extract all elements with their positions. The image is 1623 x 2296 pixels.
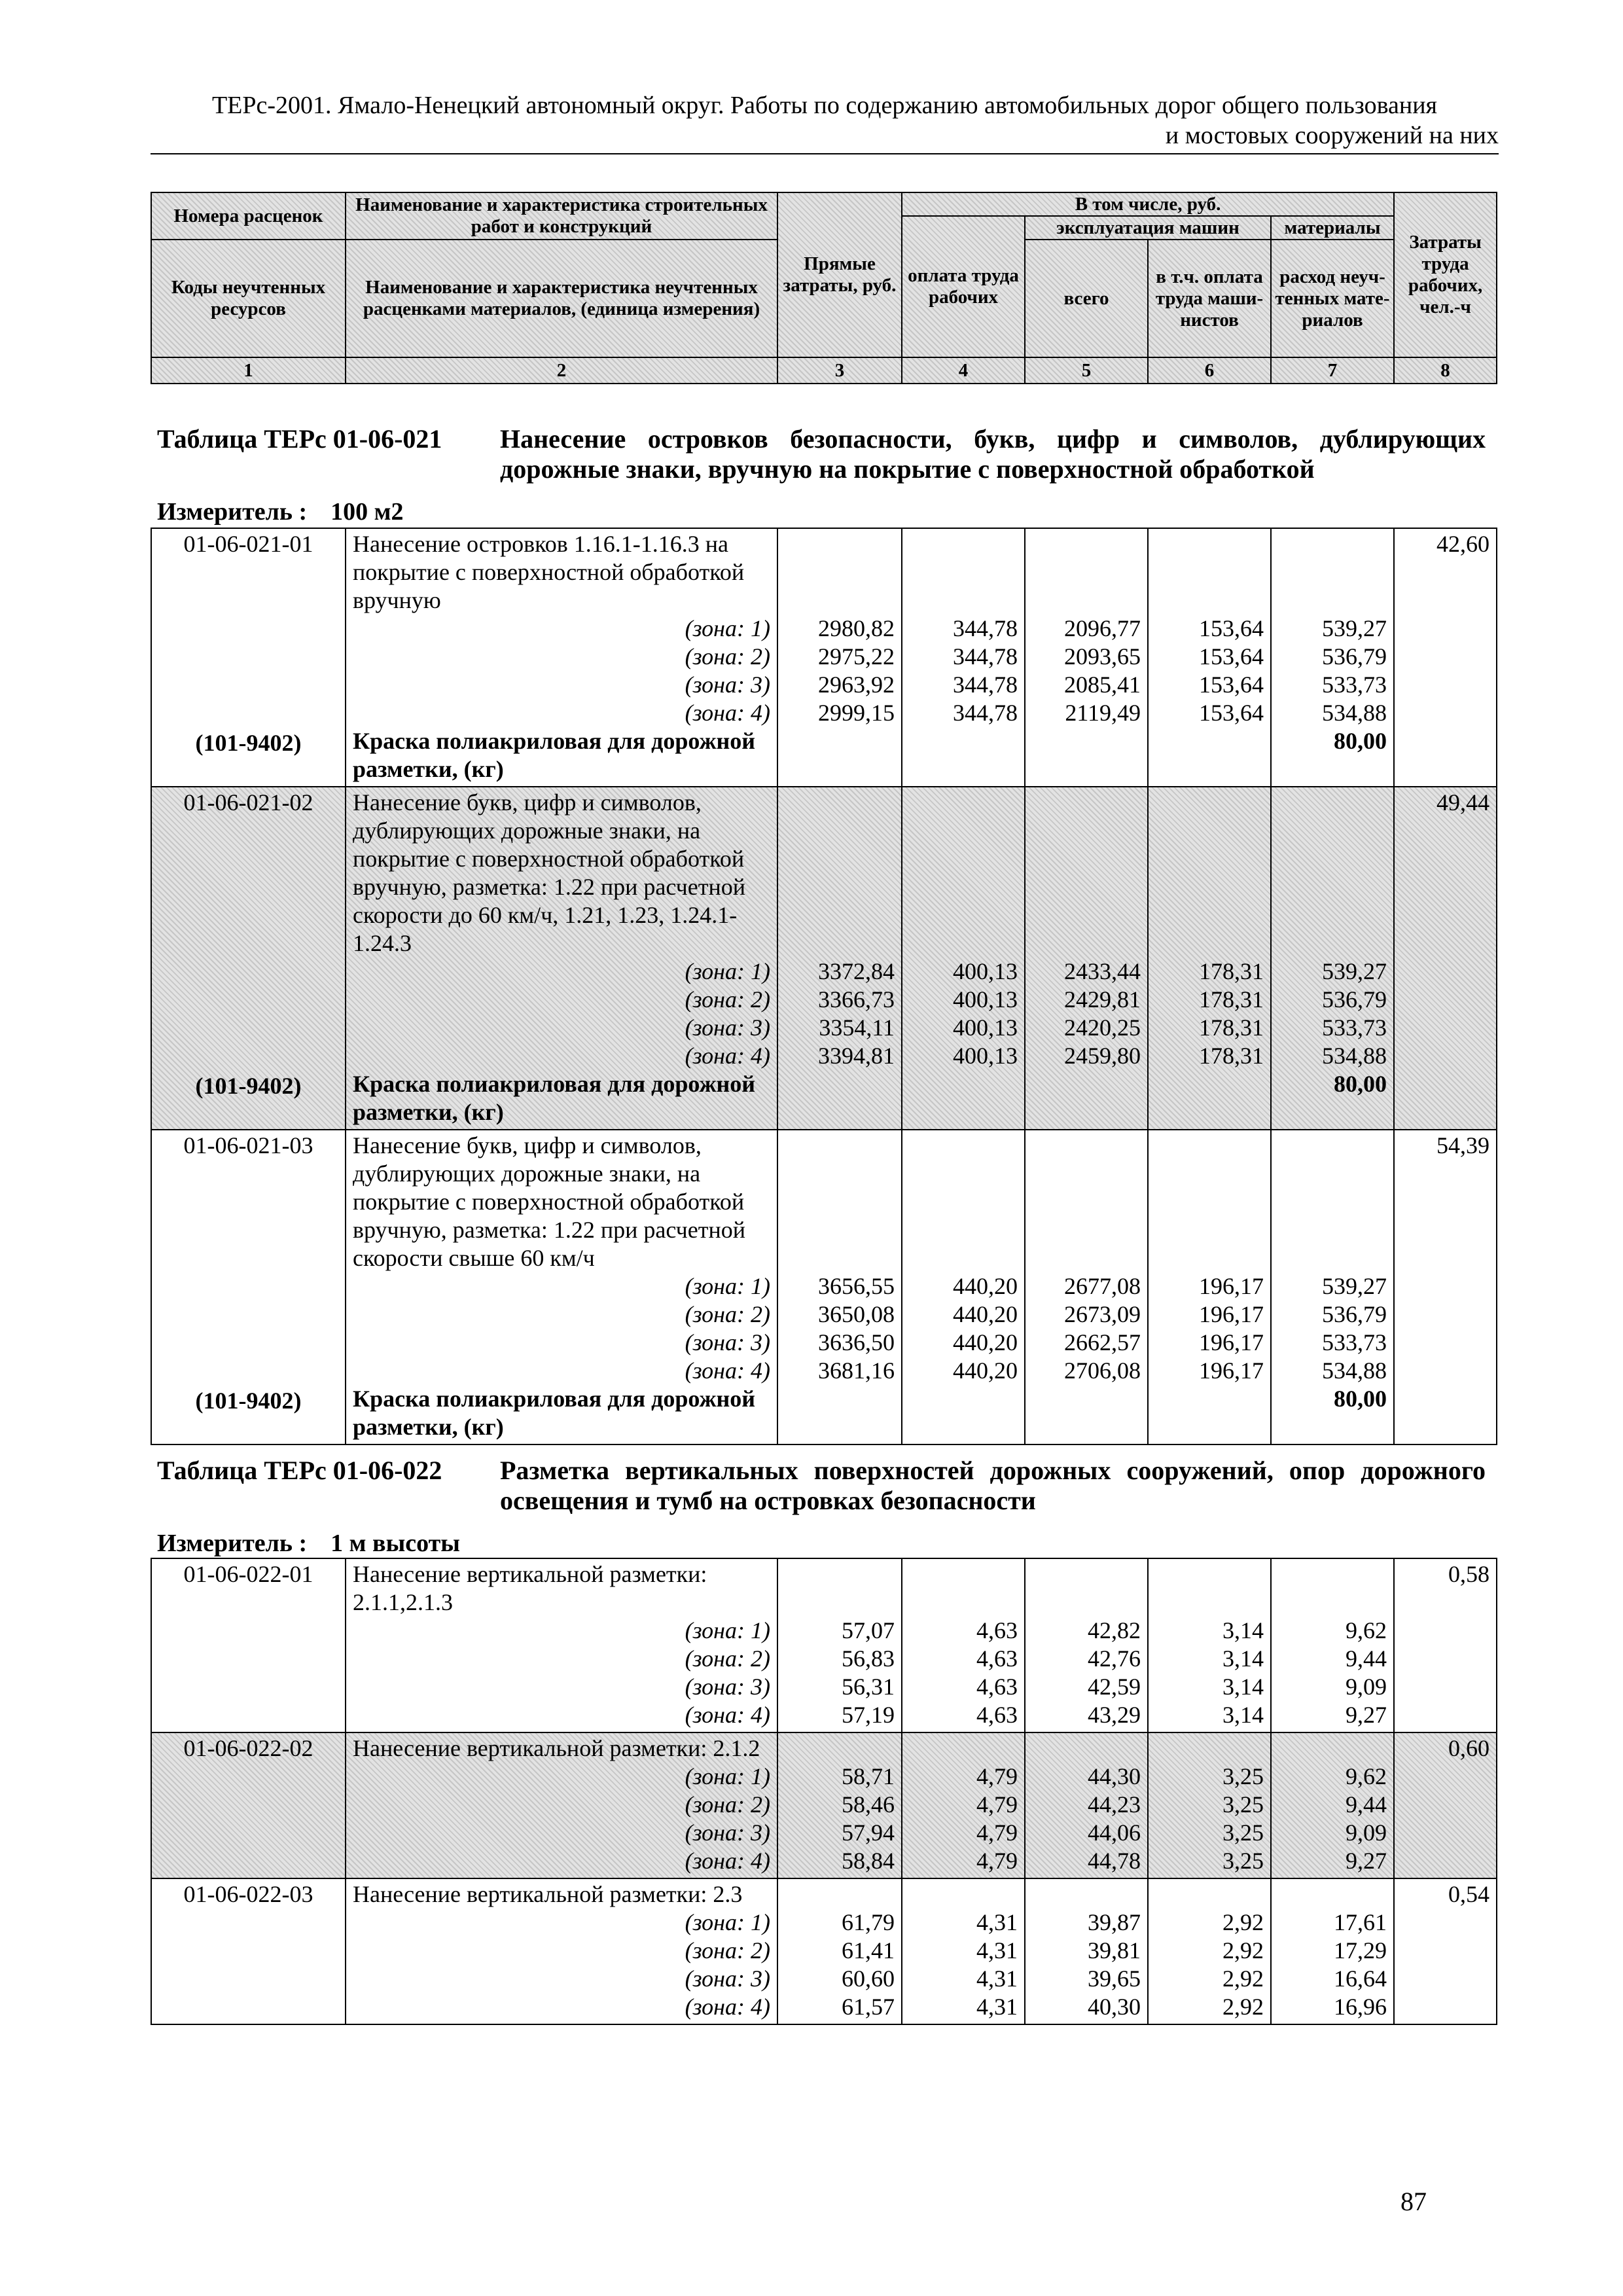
worker-wage: 440,20 xyxy=(953,1357,1018,1384)
labor-cost-cell xyxy=(1394,1558,1497,1732)
direct-cost: 3650,08 xyxy=(818,1301,895,1327)
operator-wage: 153,64 xyxy=(1199,700,1264,726)
section-1-title-text: Нанесение островков безопасности, букв, цифр и символов, дублирующих дорожные знаки, вручную на покрытие с поверхностной обработкой xyxy=(500,424,1486,484)
rate-description: Нанесение букв, цифр и символов, дублирующих дорожные знаки, на покрытие с поверхностной обработкой вручную, разметка: 1.22 при расчетной скорости до 60 км/ч, 1.21, 1.23, 1.24.1-1.24.3 xyxy=(353,789,746,956)
operator-wage: 3,25 xyxy=(1222,1763,1264,1789)
direct-cost: 3656,55 xyxy=(818,1273,895,1299)
column-header-table xyxy=(151,192,1497,384)
operator-wage: 3,25 xyxy=(1222,1791,1264,1818)
rate-row xyxy=(151,1878,1497,2024)
worker-wage: 440,20 xyxy=(953,1329,1018,1355)
worker-wage: 400,13 xyxy=(953,1043,1018,1069)
worker-wage: 4,31 xyxy=(976,1994,1018,2020)
operator-wage: 3,14 xyxy=(1222,1674,1264,1700)
col-number-1: 1 xyxy=(151,357,346,384)
rate-description-cell xyxy=(346,787,777,1130)
col-number-2: 2 xyxy=(346,357,777,384)
machine-total: 40,30 xyxy=(1088,1994,1141,2020)
material-cost: 9,44 xyxy=(1346,1645,1387,1672)
worker-wage: 4,63 xyxy=(976,1645,1018,1672)
direct-cost: 3354,11 xyxy=(819,1014,895,1041)
zone-label: (зона: 2) xyxy=(685,986,770,1013)
material-cost: 16,96 xyxy=(1334,1994,1387,2020)
section-1-code: Таблица ТЕРс 01-06-021 xyxy=(157,424,442,454)
worker-wage-cell xyxy=(902,1558,1025,1732)
material-cost: 533,73 xyxy=(1322,672,1387,698)
rate-description: Нанесение островков 1.16.1-1.16.3 на покрытие с поверхностной обработкой вручную xyxy=(353,531,745,613)
col-header-work-name: Наименование и характеристика строительных работ и конструкций xyxy=(346,192,777,240)
operator-wage: 178,31 xyxy=(1199,1014,1264,1041)
zone-label: (зона: 1) xyxy=(685,1617,770,1643)
direct-cost: 3372,84 xyxy=(818,958,895,984)
operator-wage-cell xyxy=(1148,1558,1271,1732)
direct-cost: 2975,22 xyxy=(818,643,895,670)
worker-wage: 344,78 xyxy=(953,643,1018,670)
machine-total: 2706,08 xyxy=(1064,1357,1141,1384)
rate-description-cell xyxy=(346,1558,777,1732)
operator-wage: 3,25 xyxy=(1222,1848,1264,1874)
machine-total: 44,23 xyxy=(1088,1791,1141,1818)
zone-label: (зона: 2) xyxy=(685,1937,770,1964)
resource-name: Краска полиакриловая для дорожной разметки, (кг) xyxy=(353,1071,756,1125)
machine-total: 2459,80 xyxy=(1064,1043,1141,1069)
machine-total: 2119,49 xyxy=(1065,700,1141,726)
section-1-measure xyxy=(157,497,404,526)
worker-wage: 440,20 xyxy=(953,1273,1018,1299)
direct-cost: 61,79 xyxy=(842,1909,895,1935)
zone-label: (зона: 3) xyxy=(685,1329,770,1355)
zone-label: (зона: 3) xyxy=(685,1014,770,1041)
material-cost: 539,27 xyxy=(1322,958,1387,984)
operator-wage: 153,64 xyxy=(1199,643,1264,670)
material-cost-cell xyxy=(1271,1130,1394,1444)
resource-quantity: 80,00 xyxy=(1334,1071,1387,1097)
resource-quantity: 80,00 xyxy=(1334,728,1387,754)
machine-total-cell xyxy=(1025,528,1148,787)
direct-cost-cell xyxy=(777,528,902,787)
section-2-title-text: Разметка вертикальных поверхностей дорожных сооружений, опор дорожного освещения и тумб на островках безопасности xyxy=(500,1456,1486,1515)
col-number-6: 6 xyxy=(1148,357,1271,384)
operator-wage-cell xyxy=(1148,787,1271,1130)
material-cost: 9,27 xyxy=(1346,1848,1387,1874)
operator-wage: 196,17 xyxy=(1199,1273,1264,1299)
material-cost-cell xyxy=(1271,1878,1394,2024)
zone-label: (зона: 2) xyxy=(685,1301,770,1327)
zone-label: (зона: 1) xyxy=(685,1763,770,1789)
section-1-table xyxy=(151,528,1497,1445)
operator-wage: 196,17 xyxy=(1199,1357,1264,1384)
machine-total: 44,06 xyxy=(1088,1820,1141,1846)
worker-wage: 4,79 xyxy=(976,1791,1018,1818)
worker-wage-cell xyxy=(902,1130,1025,1444)
machine-total: 39,81 xyxy=(1088,1937,1141,1964)
zone-label: (зона: 3) xyxy=(685,1820,770,1846)
material-cost: 534,88 xyxy=(1322,1357,1387,1384)
machine-total: 2429,81 xyxy=(1064,986,1141,1013)
worker-wage-cell xyxy=(902,787,1025,1130)
operator-wage: 3,14 xyxy=(1222,1645,1264,1672)
material-cost: 17,29 xyxy=(1334,1937,1387,1964)
zone-label: (зона: 4) xyxy=(685,1702,770,1728)
col-header-material-use: расход неуч-тенных мате-риалов xyxy=(1271,240,1394,357)
col-header-materials: материалы xyxy=(1271,216,1394,240)
zone-label: (зона: 1) xyxy=(685,1273,770,1299)
direct-cost-cell xyxy=(777,1878,902,2024)
col-header-material-names: Наименование и характеристика неучтенных расценками материалов, (единица измерения) xyxy=(346,240,777,357)
section-2-measure-label: Измеритель : xyxy=(157,1530,308,1557)
zone-label: (зона: 1) xyxy=(685,958,770,984)
rate-row xyxy=(151,1558,1497,1732)
machine-total: 43,29 xyxy=(1088,1702,1141,1728)
material-cost: 539,27 xyxy=(1322,1273,1387,1299)
worker-wage: 4,63 xyxy=(976,1617,1018,1643)
machine-total: 2085,41 xyxy=(1064,672,1141,698)
machine-total: 44,30 xyxy=(1088,1763,1141,1789)
machine-total: 39,65 xyxy=(1088,1965,1141,1992)
labor-cost-cell xyxy=(1394,1732,1497,1878)
operator-wage: 178,31 xyxy=(1199,958,1264,984)
machine-total: 2677,08 xyxy=(1064,1273,1141,1299)
machine-total-cell xyxy=(1025,1130,1148,1444)
direct-cost: 3394,81 xyxy=(818,1043,895,1069)
operator-wage: 3,25 xyxy=(1222,1820,1264,1846)
section-1-measure-unit: 100 м2 xyxy=(330,498,404,526)
worker-wage-cell xyxy=(902,1878,1025,2024)
machine-total: 42,76 xyxy=(1088,1645,1141,1672)
direct-cost: 3681,16 xyxy=(818,1357,895,1384)
worker-wage-cell xyxy=(902,1732,1025,1878)
machine-total: 2093,65 xyxy=(1064,643,1141,670)
col-header-wages: оплата труда рабочих xyxy=(902,216,1025,357)
direct-cost-cell xyxy=(777,787,902,1130)
direct-cost: 56,31 xyxy=(842,1674,895,1700)
direct-cost: 58,46 xyxy=(842,1791,895,1818)
col-header-rate-numbers: Номера расценок xyxy=(151,192,346,240)
operator-wage: 178,31 xyxy=(1199,1043,1264,1069)
col-number-3: 3 xyxy=(777,357,902,384)
material-cost: 9,44 xyxy=(1346,1791,1387,1818)
machine-total: 2673,09 xyxy=(1064,1301,1141,1327)
col-header-labor: Затраты труда рабочих, чел.-ч xyxy=(1394,192,1497,357)
rate-code-cell xyxy=(151,1878,346,2024)
worker-wage: 4,63 xyxy=(976,1674,1018,1700)
machine-total: 2420,25 xyxy=(1064,1014,1141,1041)
labor-cost: 49,44 xyxy=(1436,789,1489,816)
material-cost-cell xyxy=(1271,528,1394,787)
operator-wage: 3,14 xyxy=(1222,1617,1264,1643)
col-number-8: 8 xyxy=(1394,357,1497,384)
rate-code-cell xyxy=(151,1558,346,1732)
resource-code: (101-9402) xyxy=(195,1073,302,1099)
material-cost: 536,79 xyxy=(1322,643,1387,670)
rate-code-cell xyxy=(151,787,346,1130)
operator-wage: 2,92 xyxy=(1222,1937,1264,1964)
header-line-1: ТЕРс-2001. Ямало-Ненецкий автономный округ. Работы по содержанию автомобильных дорог общего пользования xyxy=(211,92,1438,119)
rate-code-cell xyxy=(151,1130,346,1444)
worker-wage: 4,79 xyxy=(976,1763,1018,1789)
rate-row xyxy=(151,528,1497,787)
zone-label: (зона: 4) xyxy=(685,1994,770,2020)
rate-description-cell xyxy=(346,1732,777,1878)
operator-wage: 2,92 xyxy=(1222,1994,1264,2020)
page-number: 87 xyxy=(1400,2187,1427,2216)
worker-wage: 4,31 xyxy=(976,1965,1018,1992)
direct-cost: 2980,82 xyxy=(818,615,895,641)
material-cost: 16,64 xyxy=(1334,1965,1387,1992)
direct-cost: 57,19 xyxy=(842,1702,895,1728)
rate-code-cell xyxy=(151,528,346,787)
worker-wage: 4,79 xyxy=(976,1820,1018,1846)
col-number-5: 5 xyxy=(1025,357,1148,384)
material-cost: 9,27 xyxy=(1346,1702,1387,1728)
section-2-table xyxy=(151,1558,1497,2025)
rate-row xyxy=(151,1732,1497,1878)
machine-total: 2662,57 xyxy=(1064,1329,1141,1355)
section-2-code: Таблица ТЕРс 01-06-022 xyxy=(157,1456,442,1485)
direct-cost: 3636,50 xyxy=(818,1329,895,1355)
labor-cost: 0,58 xyxy=(1448,1561,1489,1587)
labor-cost-cell xyxy=(1394,1878,1497,2024)
rate-code: 01-06-022-03 xyxy=(183,1881,313,1907)
col-number-4: 4 xyxy=(902,357,1025,384)
zone-label: (зона: 4) xyxy=(685,1357,770,1384)
rate-description-cell xyxy=(346,528,777,787)
labor-cost-cell xyxy=(1394,1130,1497,1444)
worker-wage-cell xyxy=(902,528,1025,787)
worker-wage: 4,31 xyxy=(976,1909,1018,1935)
machine-total: 2433,44 xyxy=(1064,958,1141,984)
col-header-resource-codes: Коды неучтенных ресурсов xyxy=(151,240,346,357)
material-cost: 9,62 xyxy=(1346,1763,1387,1789)
worker-wage: 344,78 xyxy=(953,615,1018,641)
zone-label: (зона: 1) xyxy=(685,1909,770,1935)
resource-quantity: 80,00 xyxy=(1334,1386,1387,1412)
rate-description-cell xyxy=(346,1130,777,1444)
operator-wage: 3,14 xyxy=(1222,1702,1264,1728)
labor-cost: 0,60 xyxy=(1448,1735,1489,1761)
col-number-7: 7 xyxy=(1271,357,1394,384)
header-line-2: и мостовых сооружений на них xyxy=(1165,122,1499,149)
machine-total-cell xyxy=(1025,1878,1148,2024)
operator-wage-cell xyxy=(1148,1130,1271,1444)
operator-wage: 178,31 xyxy=(1199,986,1264,1013)
worker-wage: 4,79 xyxy=(976,1848,1018,1874)
zone-label: (зона: 4) xyxy=(685,1043,770,1069)
rate-row xyxy=(151,1130,1497,1444)
machine-total: 2096,77 xyxy=(1064,615,1141,641)
labor-cost: 42,60 xyxy=(1436,531,1489,557)
zone-label: (зона: 2) xyxy=(685,1645,770,1672)
material-cost: 536,79 xyxy=(1322,1301,1387,1327)
col-header-machines-total: всего xyxy=(1025,240,1148,357)
worker-wage: 400,13 xyxy=(953,986,1018,1013)
rate-code: 01-06-021-01 xyxy=(183,531,313,557)
machine-total: 42,59 xyxy=(1088,1674,1141,1700)
direct-cost: 2999,15 xyxy=(818,700,895,726)
operator-wage: 153,64 xyxy=(1199,615,1264,641)
machine-total: 42,82 xyxy=(1088,1617,1141,1643)
direct-cost: 61,57 xyxy=(842,1994,895,2020)
direct-cost: 61,41 xyxy=(842,1937,895,1964)
col-header-direct-costs: Прямые затраты, руб. xyxy=(777,192,902,357)
direct-cost-cell xyxy=(777,1558,902,1732)
labor-cost-cell xyxy=(1394,528,1497,787)
direct-cost: 57,07 xyxy=(842,1617,895,1643)
machine-total-cell xyxy=(1025,787,1148,1130)
worker-wage: 4,63 xyxy=(976,1702,1018,1728)
direct-cost: 56,83 xyxy=(842,1645,895,1672)
material-cost: 536,79 xyxy=(1322,986,1387,1013)
rate-description: Нанесение вертикальной разметки: 2.1.1,2.1.3 xyxy=(353,1561,707,1615)
machine-total: 44,78 xyxy=(1088,1848,1141,1874)
worker-wage: 440,20 xyxy=(953,1301,1018,1327)
material-cost: 533,73 xyxy=(1322,1014,1387,1041)
resource-code: (101-9402) xyxy=(195,1388,302,1414)
material-cost: 534,88 xyxy=(1322,1043,1387,1069)
direct-cost: 58,71 xyxy=(842,1763,895,1789)
rate-code: 01-06-022-02 xyxy=(183,1735,313,1761)
zone-label: (зона: 4) xyxy=(685,700,770,726)
direct-cost-cell xyxy=(777,1130,902,1444)
rate-code: 01-06-021-03 xyxy=(183,1132,313,1158)
direct-cost: 57,94 xyxy=(842,1820,895,1846)
worker-wage: 344,78 xyxy=(953,672,1018,698)
material-cost-cell xyxy=(1271,787,1394,1130)
rate-code-cell xyxy=(151,1732,346,1878)
section-2-measure xyxy=(157,1529,460,1558)
labor-cost-cell xyxy=(1394,787,1497,1130)
worker-wage: 4,31 xyxy=(976,1937,1018,1964)
material-cost: 9,62 xyxy=(1346,1617,1387,1643)
worker-wage: 344,78 xyxy=(953,700,1018,726)
rate-description: Нанесение вертикальной разметки: 2.3 xyxy=(353,1881,743,1907)
direct-cost: 2963,92 xyxy=(818,672,895,698)
rate-code: 01-06-021-02 xyxy=(183,789,313,816)
operator-wage-cell xyxy=(1148,1732,1271,1878)
zone-label: (зона: 4) xyxy=(685,1848,770,1874)
material-cost: 17,61 xyxy=(1334,1909,1387,1935)
machine-total-cell xyxy=(1025,1558,1148,1732)
rate-description: Нанесение букв, цифр и символов, дублирующих дорожные знаки, на покрытие с поверхностной обработкой вручную, разметка: 1.22 при расчетной скорости свыше 60 км/ч xyxy=(353,1132,746,1271)
worker-wage: 400,13 xyxy=(953,958,1018,984)
rate-description: Нанесение вертикальной разметки: 2.1.2 xyxy=(353,1735,760,1761)
operator-wage-cell xyxy=(1148,1878,1271,2024)
worker-wage: 400,13 xyxy=(953,1014,1018,1041)
material-cost: 9,09 xyxy=(1346,1674,1387,1700)
zone-label: (зона: 2) xyxy=(685,643,770,670)
operator-wage: 196,17 xyxy=(1199,1301,1264,1327)
resource-name: Краска полиакриловая для дорожной разметки, (кг) xyxy=(353,728,756,782)
material-cost: 534,88 xyxy=(1322,700,1387,726)
labor-cost: 0,54 xyxy=(1448,1881,1489,1907)
zone-label: (зона: 3) xyxy=(685,1965,770,1992)
material-cost: 539,27 xyxy=(1322,615,1387,641)
labor-cost: 54,39 xyxy=(1436,1132,1489,1158)
operator-wage: 153,64 xyxy=(1199,672,1264,698)
resource-code: (101-9402) xyxy=(195,730,302,756)
section-2-measure-unit: 1 м высоты xyxy=(330,1530,460,1557)
section-1-measure-label: Измеритель : xyxy=(157,498,308,526)
zone-label: (зона: 3) xyxy=(685,1674,770,1700)
material-cost-cell xyxy=(1271,1732,1394,1878)
operator-wage-cell xyxy=(1148,528,1271,787)
material-cost: 533,73 xyxy=(1322,1329,1387,1355)
section-2-title xyxy=(157,1456,1486,1516)
resource-name: Краска полиакриловая для дорожной разметки, (кг) xyxy=(353,1386,756,1440)
machine-total-cell xyxy=(1025,1732,1148,1878)
material-cost: 9,09 xyxy=(1346,1820,1387,1846)
zone-label: (зона: 2) xyxy=(685,1791,770,1818)
col-header-including: В том числе, руб. xyxy=(902,192,1394,216)
rate-code: 01-06-022-01 xyxy=(183,1561,313,1587)
col-header-machines: эксплуатация машин xyxy=(1025,216,1271,240)
zone-label: (зона: 1) xyxy=(685,615,770,641)
operator-wage: 2,92 xyxy=(1222,1909,1264,1935)
machine-total: 39,87 xyxy=(1088,1909,1141,1935)
zone-label: (зона: 3) xyxy=(685,672,770,698)
direct-cost: 3366,73 xyxy=(818,986,895,1013)
operator-wage: 2,92 xyxy=(1222,1965,1264,1992)
rate-description-cell xyxy=(346,1878,777,2024)
col-header-operator-wages: в т.ч. оплата труда маши-нистов xyxy=(1148,240,1271,357)
rate-row xyxy=(151,787,1497,1130)
operator-wage: 196,17 xyxy=(1199,1329,1264,1355)
direct-cost-cell xyxy=(777,1732,902,1878)
direct-cost: 60,60 xyxy=(842,1965,895,1992)
direct-cost: 58,84 xyxy=(842,1848,895,1874)
section-1-title xyxy=(157,424,1486,484)
material-cost-cell xyxy=(1271,1558,1394,1732)
page-header xyxy=(151,90,1499,154)
